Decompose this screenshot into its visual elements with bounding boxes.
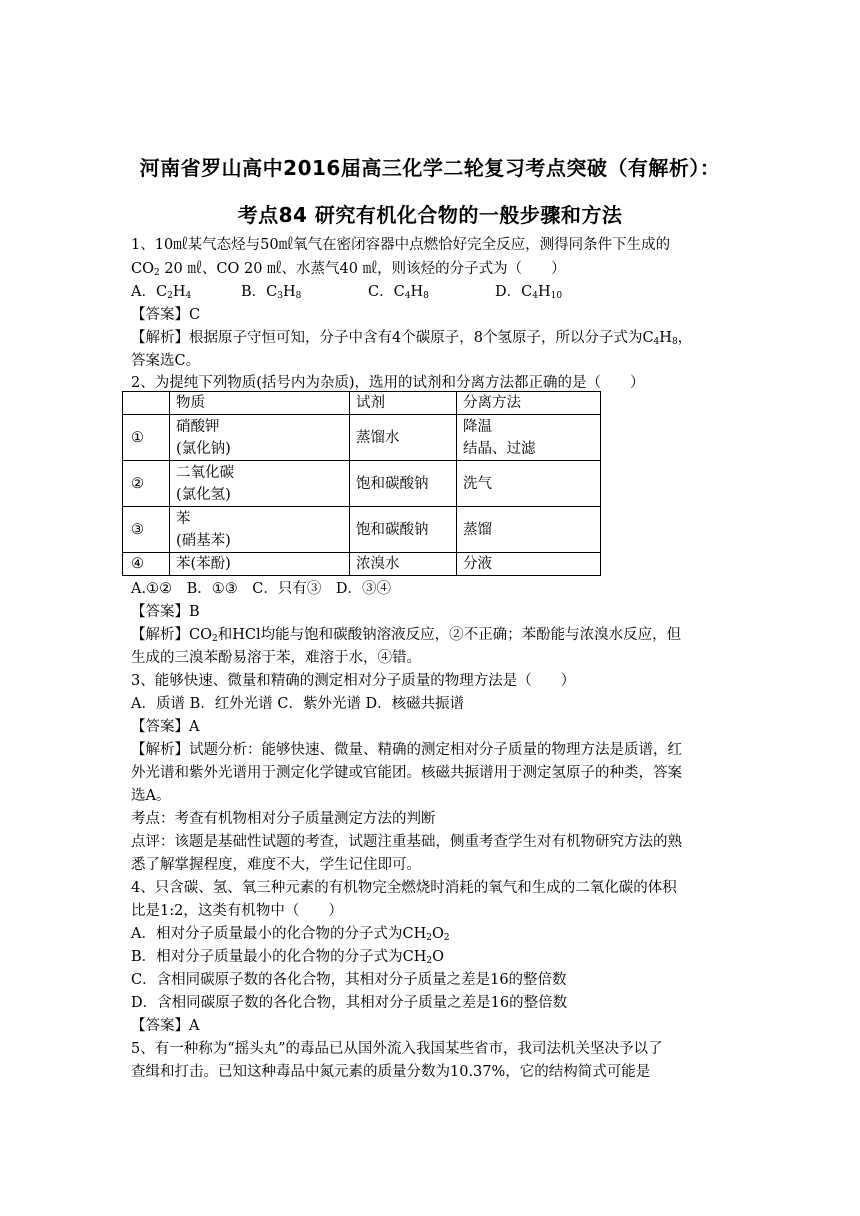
header-cell-substance: 物质 — [170, 392, 350, 415]
cell-substance: 二氧化碳 (氯化氢) — [170, 461, 350, 507]
q3-comment-line1: 点评：该题是基础性试题的考查，试题注重基础，侧重考查学生对有机物研究方法的熟 — [131, 834, 682, 850]
q1-option-d: D．$C_4H_{10}$ — [495, 284, 563, 301]
cell-method: 蒸馏 — [457, 507, 601, 553]
q1-answer: 【答案】C — [131, 307, 201, 323]
q4-stem-line2: 比是1:2，这类有机物中（ ） — [131, 903, 343, 919]
q3-point: 考点：考查有机物相对分子质量测定方法的判断 — [131, 811, 436, 827]
q2-stem: 2、为提纯下列物质(括号内为杂质)，选用的试剂和分离方法都正确的是（ ） — [131, 375, 645, 391]
q1-option-a: A．$C_2H_4$ — [131, 284, 192, 301]
q1-stem-line2: $CO_2$ 20 ㎖、CO 20 ㎖、水蒸气40 ㎖，则该烃的分子式为（ ） — [131, 261, 566, 278]
q5-stem-line1: 5、有一种称为“摇头丸”的毒品已从国外流入我国某些省市，我司法机关坚决予以了 — [131, 1041, 663, 1057]
q3-analysis-line3: 选A。 — [131, 788, 171, 804]
q1-stem-line1: 1、10㎖某气态烃与50㎖氧气在密闭容器中点燃恰好完全反应，测得同条件下生成的 — [131, 237, 671, 253]
q4-answer: 【答案】A — [131, 1018, 200, 1034]
q3-comment-line2: 悉了解掌握程度，难度不大，学生记住即可。 — [131, 857, 421, 873]
row-index: ① — [123, 415, 170, 461]
q3-stem: 3、能够快速、微量和精确的测定相对分子质量的物理方法是（ ） — [131, 673, 576, 689]
cell-method: 洗气 — [457, 461, 601, 507]
row-index: ② — [123, 461, 170, 507]
q3-options: A．质谱 B．红外光谱 C．紫外光谱 D．核磁共振谱 — [131, 696, 465, 712]
cell-method: 降温 结晶、过滤 — [457, 415, 601, 461]
document-title: 河南省罗山高中2016届高三化学二轮复习考点突破（有解析）： — [139, 156, 721, 180]
q1-option-b: B．$C_3H_8$ — [241, 284, 302, 301]
q4-option-d: D．含相同碳原子数的各化合物，其相对分子质量之差是16的整倍数 — [131, 995, 568, 1011]
q3-answer: 【答案】A — [131, 719, 200, 735]
q1-analysis-line1: 【解析】根据原子守恒可知，分子中含有4个碳原子，8个氢原子，所以分子式为$C_4H_8$， — [131, 330, 693, 347]
table-row — [123, 461, 601, 507]
q2-analysis-line2: 生成的三溴苯酚易溶于苯，难溶于水，④错。 — [131, 650, 421, 666]
q5-stem-line2: 查缉和打击。已知这种毒品中氮元素的质量分数为10.37%，它的结构简式可能是 — [131, 1064, 651, 1080]
table-header-row — [123, 392, 601, 415]
q2-analysis-line1: 【解析】$CO_2$和HCl均能与饱和碳酸钠溶液反应，②不正确；苯酚能与浓溴水反应，但 — [131, 627, 682, 644]
q2-options: A.①② B．①③ C．只有③ D．③④ — [131, 581, 391, 597]
row-index: ③ — [123, 507, 170, 553]
q4-option-a: A．相对分子质量最小的化合物的分子式为$CH_2O_2$ — [131, 926, 450, 943]
q2-answer: 【答案】B — [131, 604, 200, 620]
cell-reagent: 饱和碳酸钠 — [350, 507, 457, 553]
cell-substance: 苯 (硝基苯) — [170, 507, 350, 553]
header-cell-method: 分离方法 — [457, 392, 601, 415]
q3-analysis-line1: 【解析】试题分析：能够快速、微量、精确的测定相对分子质量的物理方法是质谱，红 — [131, 742, 682, 758]
cell-reagent: 饱和碳酸钠 — [350, 461, 457, 507]
cell-substance: 苯(苯酚) — [170, 553, 350, 576]
table-row — [123, 553, 601, 576]
document-subtitle: 考点84 研究有机化合物的一般步骤和方法 — [237, 203, 623, 227]
q4-stem-line1: 4、只含碳、氢、氧三种元素的有机物完全燃烧时消耗的氧气和生成的二氧化碳的体积 — [131, 880, 677, 896]
cell-substance: 硝酸钾 (氯化钠) — [170, 415, 350, 461]
q2-table — [122, 391, 601, 576]
cell-method: 分液 — [457, 553, 601, 576]
cell-reagent: 浓溴水 — [350, 553, 457, 576]
cell-reagent: 蒸馏水 — [350, 415, 457, 461]
row-index: ④ — [123, 553, 170, 576]
q4-option-b: B．相对分子质量最小的化合物的分子式为$CH_2O$ — [131, 949, 445, 966]
q4-option-c: C．含相同碳原子数的各化合物，其相对分子质量之差是16的整倍数 — [131, 972, 567, 988]
q1-option-c: C．$C_4H_8$ — [368, 284, 429, 301]
table-row — [123, 507, 601, 553]
q1-analysis-line2: 答案选C。 — [131, 353, 201, 369]
header-cell-reagent: 试剂 — [350, 392, 457, 415]
q3-analysis-line2: 外光谱和紫外光谱用于测定化学键或官能团。核磁共振谱用于测定氢原子的种类，答案 — [131, 765, 682, 781]
header-cell-index — [123, 392, 170, 415]
table-row — [123, 415, 601, 461]
